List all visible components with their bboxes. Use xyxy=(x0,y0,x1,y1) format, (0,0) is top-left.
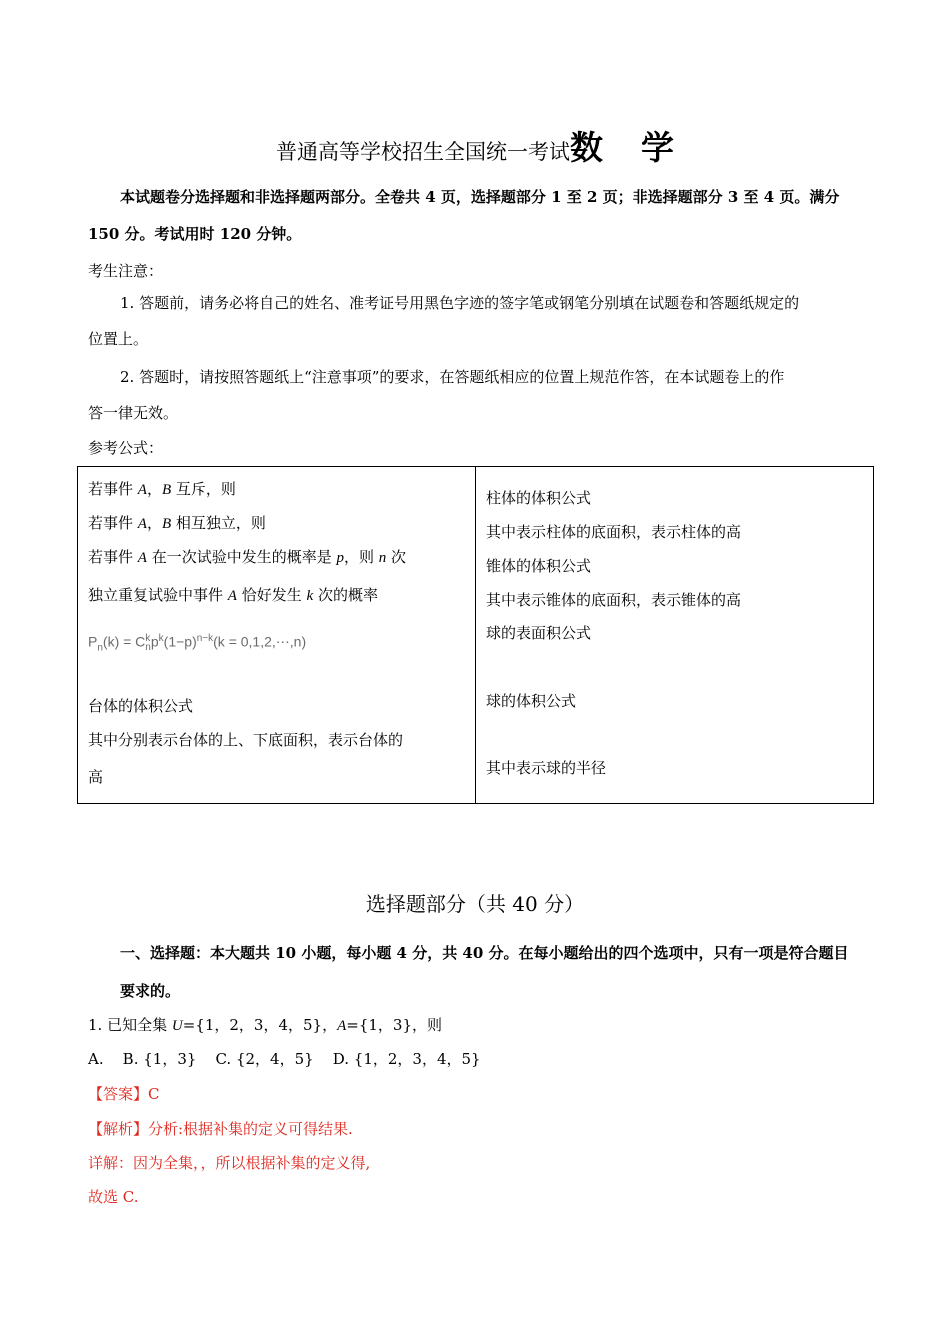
section-instructions-line-2: 要求的。 xyxy=(120,982,181,1000)
formula-right-cell xyxy=(476,467,874,804)
page-title xyxy=(0,122,950,169)
title-main-1: 数 xyxy=(570,128,605,167)
formula-right-line-7: 其中表示球的半径 xyxy=(486,759,607,777)
notice-item-2-line-2: 答一律无效。 xyxy=(88,404,179,422)
intro-line-2: 150 分。考试用时 120 分钟。 xyxy=(88,225,302,243)
notice-item-1-line-2: 位置上。 xyxy=(88,330,149,348)
formula-left-line-4: 独立重复试验中事件 A 恰好发生 k 次的概率 xyxy=(88,586,378,604)
formula-left-line-5: 台体的体积公式 xyxy=(88,697,194,715)
section-instructions-line-1: 一、选择题：本大题共 10 小题，每小题 4 分，共 40 分。在每小题给出的四个选项中，只有一项是符合题目 xyxy=(120,944,849,962)
formula-right-line-3: 锥体的体积公式 xyxy=(486,557,592,575)
notice-heading: 考生注意： xyxy=(88,262,164,280)
formula-heading: 参考公式： xyxy=(88,439,164,457)
question-1-conclusion: 故选 C. xyxy=(88,1188,139,1206)
intro-line-1: 本试题卷分选择题和非选择题两部分。全卷共 4 页，选择题部分 1 至 2 页；非选择题部分 3 至 4 页。满分 xyxy=(120,188,840,206)
formula-left-cell xyxy=(78,467,476,804)
question-1-detail: 详解：因为全集，，所以根据补集的定义得, xyxy=(88,1154,371,1172)
binomial-formula: $P_n(k) = Ck$ $np^k(1-p)^{n-k}(k$ = 0,1,2,⋯,n) xyxy=(88,632,307,654)
formula-left-line-3: 若事件 A 在一次试验中发生的概率是 p，则 n 次 xyxy=(88,548,407,566)
notice-item-1-line-1: 1. 答题前，请务必将自己的姓名、准考证号用黑色字迹的签字笔或钢笔分别填在试题卷和答题纸规定的 xyxy=(120,294,800,312)
title-subtitle: 普通高等学校招生全国统一考试 xyxy=(276,140,570,164)
formula-table xyxy=(77,466,874,804)
question-1-options: A. B. {1，3} C. {2，4，5} D. {1，2，3，4，5} xyxy=(88,1050,481,1068)
question-1-analysis: 【解析】分析:根据补集的定义可得结果. xyxy=(88,1120,353,1138)
formula-right-line-5: 球的表面积公式 xyxy=(486,624,592,642)
question-1-stem: 1. 已知全集 U={1，2，3，4，5}，A={1，3}，则 xyxy=(88,1016,442,1034)
formula-left-line-7: 高 xyxy=(88,768,104,786)
section-title: 选择题部分（共 40 分） xyxy=(365,892,585,916)
formula-left-line-2: 若事件 A，B 相互独立，则 xyxy=(88,514,266,532)
formula-right-line-4: 其中表示锥体的底面积，表示锥体的高 xyxy=(486,591,742,609)
question-1-answer: 【答案】C xyxy=(88,1085,160,1103)
title-main-2: 学 xyxy=(641,128,674,167)
formula-left-line-6: 其中分别表示台体的上、下底面积，表示台体的 xyxy=(88,731,404,749)
formula-left-line-1: 若事件 A，B 互斥，则 xyxy=(88,480,236,498)
formula-right-line-1: 柱体的体积公式 xyxy=(486,489,592,507)
formula-right-line-2: 其中表示柱体的底面积，表示柱体的高 xyxy=(486,523,742,541)
notice-item-2-line-1: 2. 答题时，请按照答题纸上“注意事项”的要求，在答题纸相应的位置上规范作答，在本试题卷上的作 xyxy=(120,368,785,386)
formula-right-line-6: 球的体积公式 xyxy=(486,692,577,710)
